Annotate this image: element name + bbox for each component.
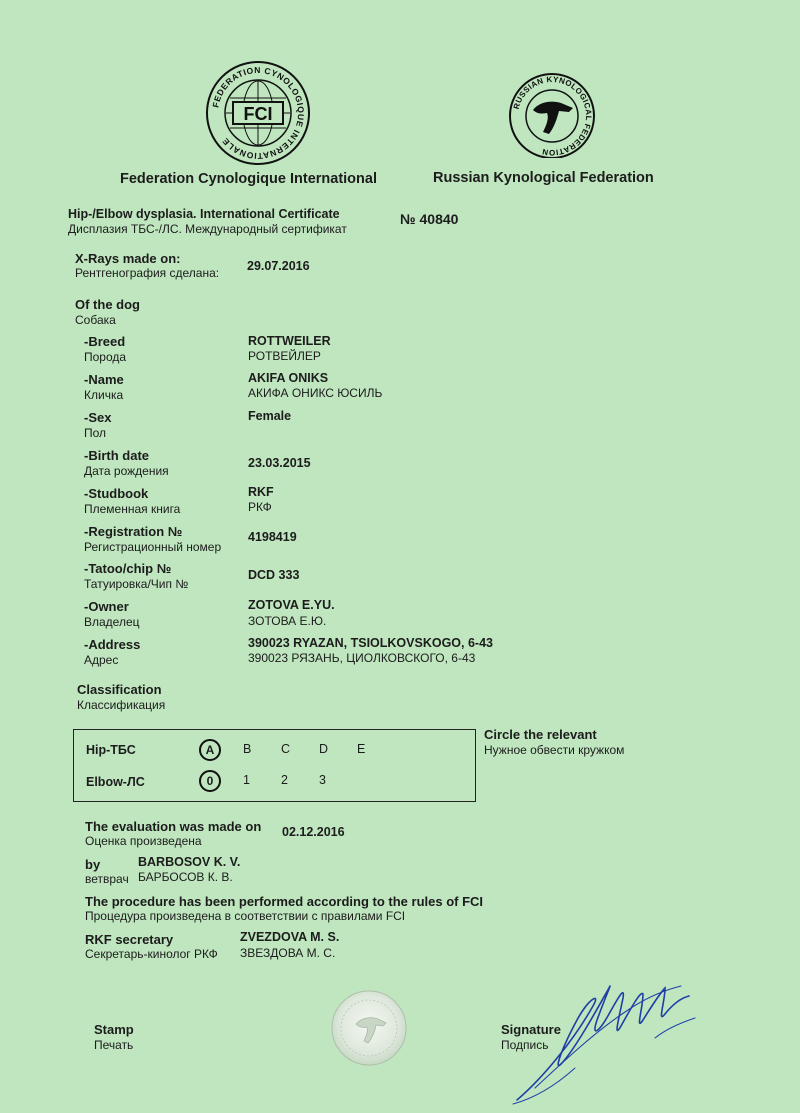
elbow-grade-selected: 0 <box>199 770 221 792</box>
dog-section-label-en: Of the dog <box>75 297 140 312</box>
rkf-logo-ring-text: RUSSIAN KYNOLOGICAL FEDERATION <box>511 74 594 158</box>
field-label-en: -Breed <box>84 334 126 349</box>
hip-grade: E <box>357 742 366 756</box>
field-label-en: -Name <box>84 372 124 387</box>
field-label-ru: Порода <box>84 350 127 364</box>
address-value-en: 390023 RYAZAN, TSIOLKOVSKOGO, 6-43 <box>248 636 493 650</box>
secretary-name-en: ZVEZDOVA M. S. <box>240 930 340 944</box>
fci-logo-center: FCI <box>243 104 273 124</box>
registration-value: 4198419 <box>248 530 297 544</box>
hip-grade-selected: A <box>199 739 221 761</box>
breed-value-en: ROTTWEILER <box>248 334 331 348</box>
fci-logo <box>205 60 311 166</box>
hip-grade: D <box>319 742 329 756</box>
field-label-ru: Владелец <box>84 615 140 629</box>
field-label-en: -Sex <box>84 410 112 425</box>
field-label-en: -Studbook <box>84 486 149 501</box>
name-value-ru: АКИФА ОНИКС ЮСИЛЬ <box>248 386 383 400</box>
secretary-label-ru: Секретарь-кинолог РКФ <box>85 947 218 961</box>
elbow-label: Elbow-ЛС <box>86 775 145 789</box>
evaluation-label-en: The evaluation was made on <box>85 819 262 834</box>
classification-label-ru: Классификация <box>77 698 166 712</box>
rkf-logo <box>499 72 605 158</box>
evaluation-label-ru: Оценка произведена <box>85 834 202 848</box>
circle-note-ru: Нужное обвести кружком <box>484 743 625 757</box>
classification-box <box>73 729 476 802</box>
signature-label-ru: Подпись <box>501 1038 549 1052</box>
hip-label: Hip-ТБС <box>86 743 136 757</box>
studbook-value-ru: РКФ <box>248 500 272 514</box>
studbook-value-en: RKF <box>248 485 274 499</box>
handwritten-signature <box>505 968 705 1108</box>
field-label-ru: Кличка <box>84 388 124 402</box>
field-label-ru: Пол <box>84 426 107 440</box>
field-label-ru: Племенная книга <box>84 502 181 516</box>
embossed-seal <box>330 989 408 1067</box>
field-label-ru: Адрес <box>84 653 119 667</box>
rkf-org-name: Russian Kynological Federation <box>433 170 654 186</box>
field-label-en: -Address <box>84 637 141 652</box>
owner-value-en: ZOTOVA E.YU. <box>248 598 335 612</box>
birth-date-value: 23.03.2015 <box>248 456 311 470</box>
hip-grade: C <box>281 742 291 756</box>
name-value-en: AKIFA ONIKS <box>248 371 329 385</box>
hip-grade: B <box>243 742 252 756</box>
field-label-en: -Tatoo/chip № <box>84 561 172 576</box>
field-label-en: -Owner <box>84 599 129 614</box>
field-label-en: -Birth date <box>84 448 149 463</box>
elbow-grade: 2 <box>281 773 288 787</box>
fci-org-name: Federation Cynologique International <box>120 171 377 187</box>
classification-label-en: Classification <box>77 682 162 697</box>
circle-note-en: Circle the relevant <box>484 727 597 742</box>
secretary-name-ru: ЗВЕЗДОВА М. С. <box>240 946 336 960</box>
chip-value: DCD 333 <box>248 568 300 582</box>
address-value-ru: 390023 РЯЗАНЬ, ЦИОЛКОВСКОГО, 6-43 <box>248 651 476 665</box>
sex-value: Female <box>248 409 292 423</box>
elbow-grade: 3 <box>319 773 326 787</box>
certificate-title-en: Hip-/Elbow dysplasia. International Certificate <box>68 207 340 221</box>
vet-name-en: BARBOSOV K. V. <box>138 855 241 869</box>
evaluation-date: 02.12.2016 <box>282 825 345 839</box>
signature-label-en: Signature <box>501 1022 561 1037</box>
field-label-ru: Татуировка/Чип № <box>84 577 189 591</box>
by-label-ru: ветврач <box>85 872 129 886</box>
xrays-date: 29.07.2016 <box>247 259 310 273</box>
breed-value-ru: РОТВЕЙЛЕР <box>248 349 321 363</box>
by-label-en: by <box>85 857 101 872</box>
certificate-title-ru: Дисплазия ТБС-/ЛС. Международный сертификат <box>68 222 347 236</box>
procedure-text-en: The procedure has been performed according to the rules of FCI <box>85 894 484 909</box>
elbow-grade: 1 <box>243 773 250 787</box>
xrays-label-en: X-Rays made on: <box>75 251 181 266</box>
field-label-en: -Registration № <box>84 524 183 539</box>
field-label-ru: Регистрационный номер <box>84 540 222 554</box>
dog-section-label-ru: Собака <box>75 313 116 327</box>
procedure-text-ru: Процедура произведена в соответствии с правилами FCI <box>85 909 406 923</box>
stamp-label-ru: Печать <box>94 1038 134 1052</box>
owner-value-ru: ЗОТОВА Е.Ю. <box>248 614 327 628</box>
field-label-ru: Дата рождения <box>84 464 169 478</box>
vet-name-ru: БАРБОСОВ К. В. <box>138 870 233 884</box>
xrays-label-ru: Рентгенография сделана: <box>75 266 220 280</box>
stamp-label-en: Stamp <box>94 1022 134 1037</box>
secretary-label-en: RKF secretary <box>85 932 174 947</box>
fci-logo-ring-text: FEDERATION CYNOLOGIQUE INTERNATIONALE <box>210 64 307 162</box>
certificate-number: № 40840 <box>400 211 459 227</box>
